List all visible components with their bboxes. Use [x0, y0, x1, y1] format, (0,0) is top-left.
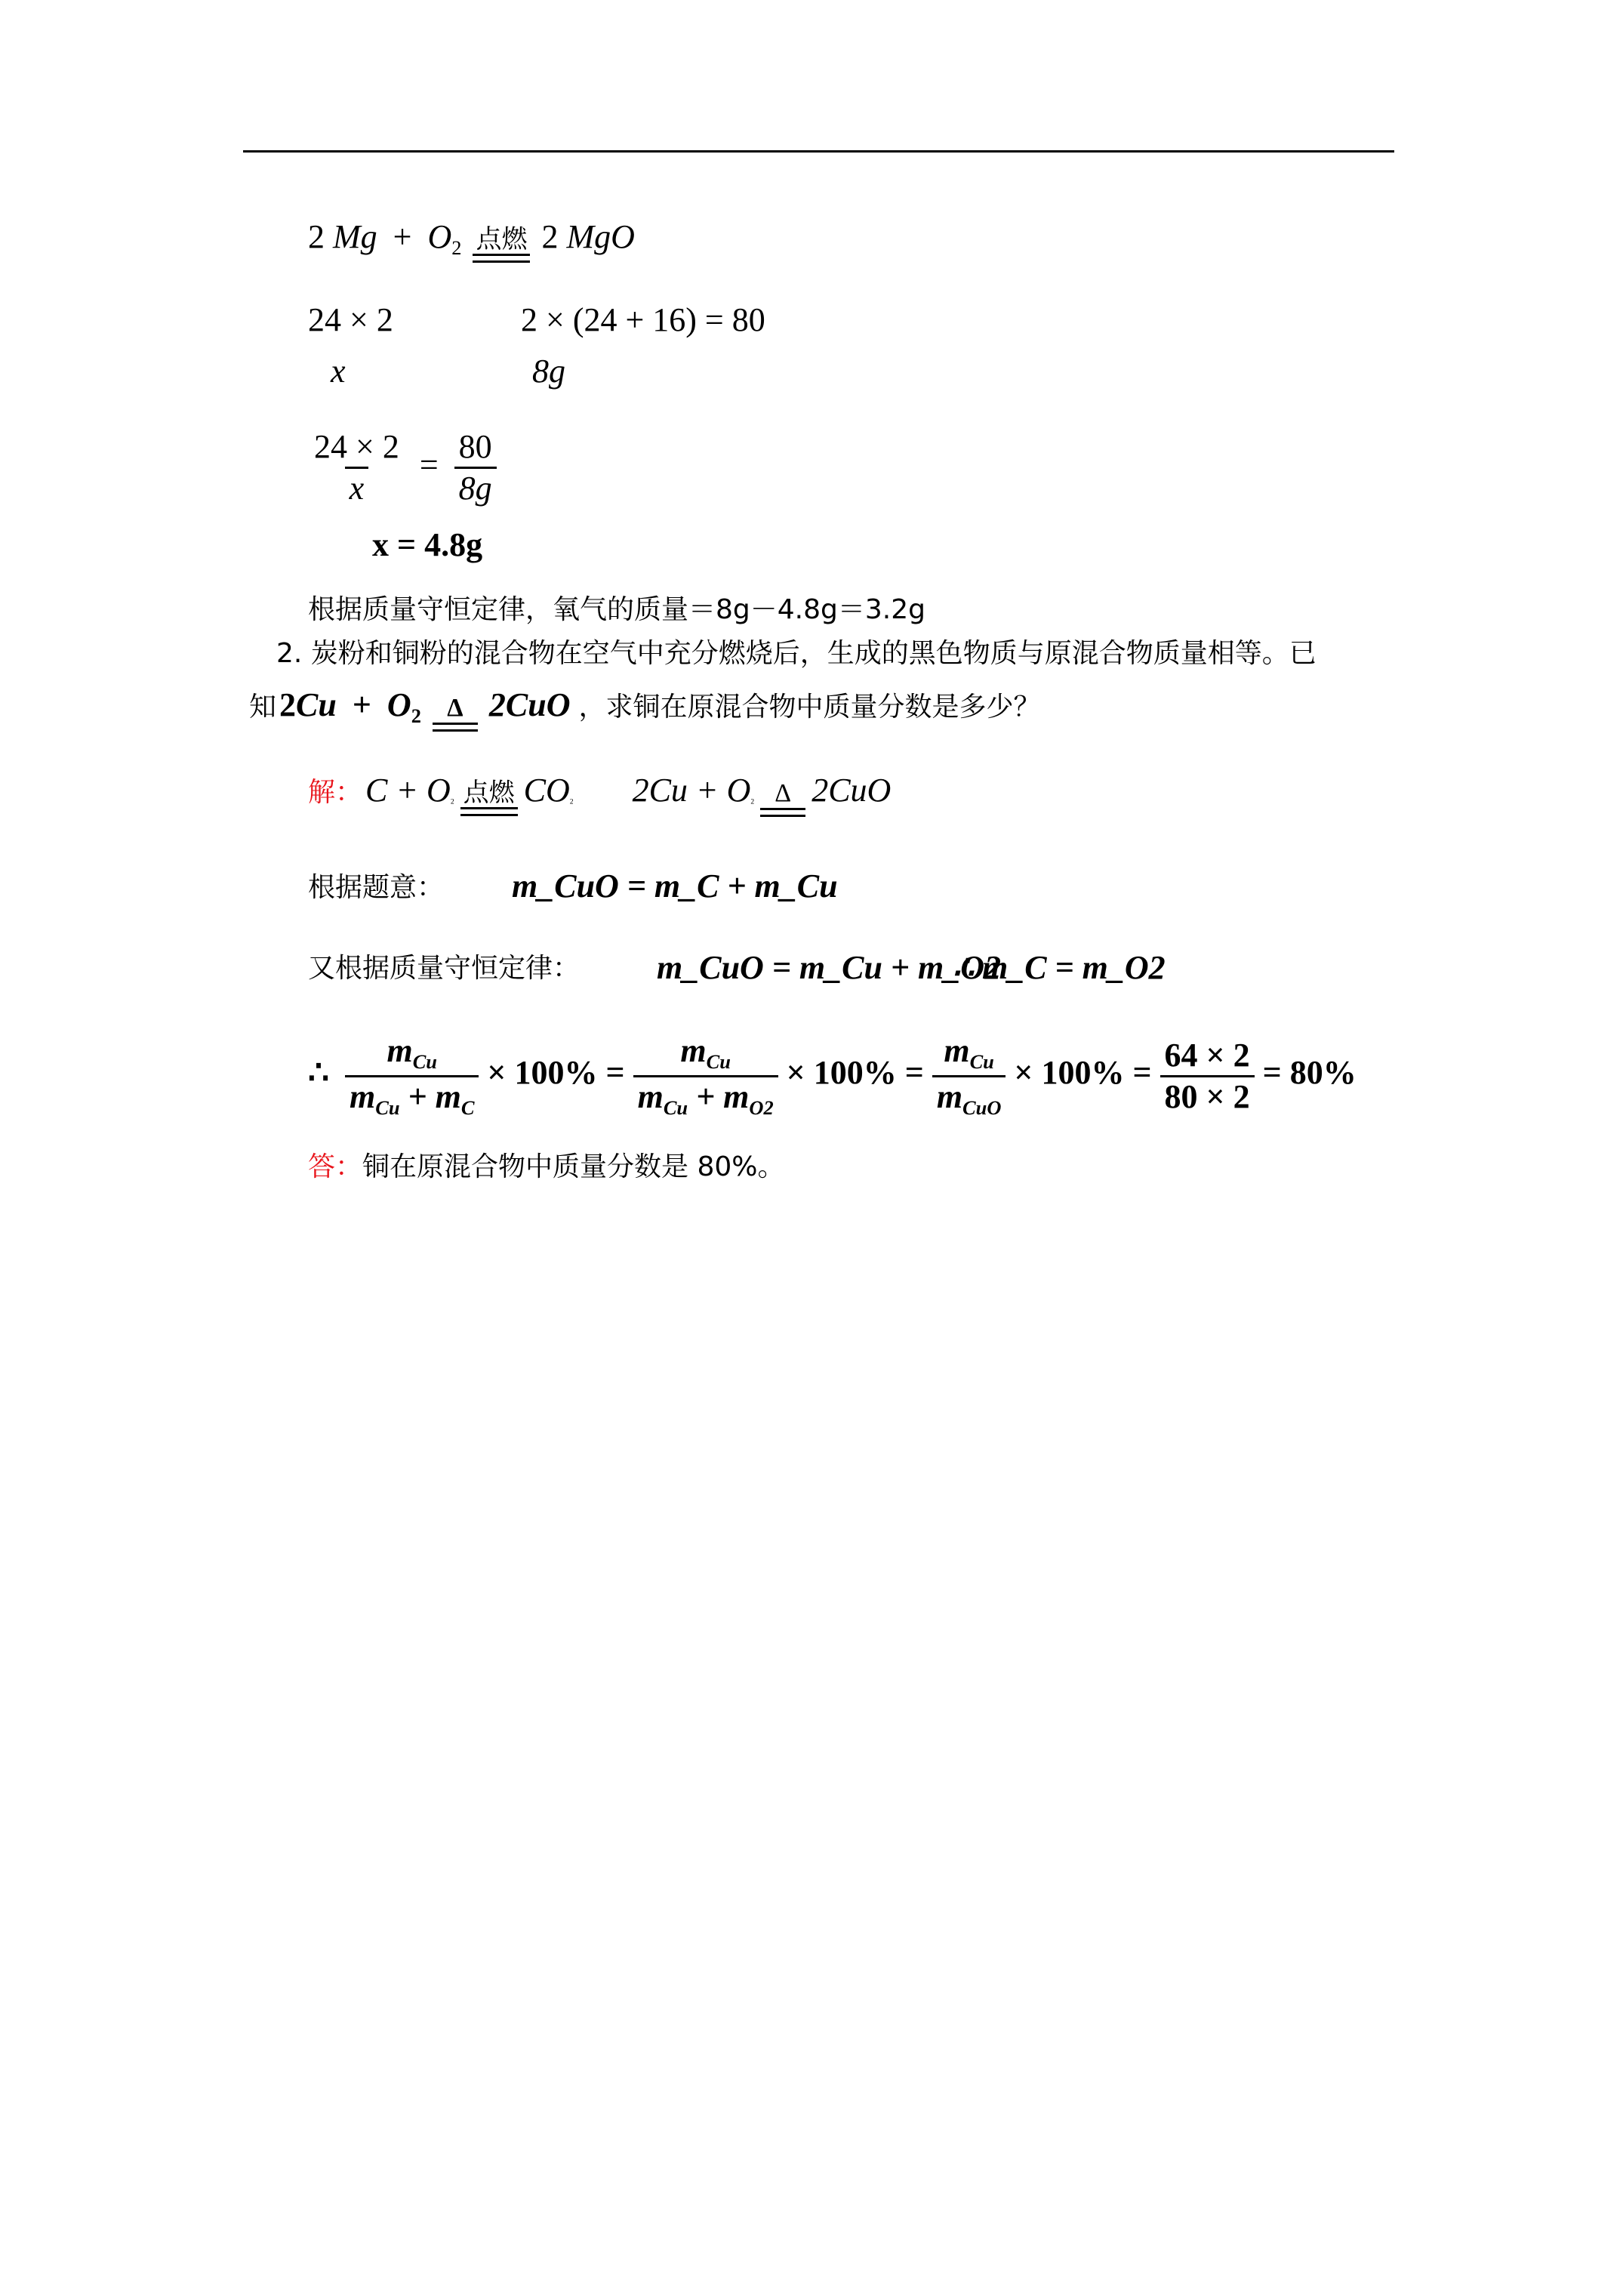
final-fraction-4 [1160, 1036, 1255, 1115]
problem2-eq-o: O [387, 686, 411, 723]
final-result: = 80% [1262, 1054, 1357, 1092]
solution-eq-a-sub: 2 [450, 797, 454, 806]
eq1-oxygen-sub: 2 [451, 236, 462, 260]
eq1-reactant: Mg [333, 218, 377, 255]
conservation-line: 根据质量守恒定律，氧气的质量＝8g－4.8g＝3.2g [308, 594, 925, 625]
final-calculation [308, 1034, 1357, 1117]
solution-eq-a-cond: 点燃 [463, 778, 515, 808]
final-therefore: ∴ [308, 1054, 329, 1092]
final-fraction-1: $\frac{m_{Cu}}{m_{Cu} + m_C}$ [345, 1034, 479, 1117]
problem2-eq [279, 686, 578, 728]
answer-label: 答： [308, 1151, 363, 1182]
final-fraction-2: $\frac{m_{Cu}}{m_{Cu} + m_{O2}}$ [633, 1034, 778, 1117]
mass-row-left: 24 × 2 [308, 301, 393, 338]
answer-line [308, 1151, 785, 1182]
ratio-equals: = [419, 445, 439, 483]
problem2-eq-prod: 2CuO [488, 686, 571, 723]
final-f4-den: 80 × 2 [1160, 1075, 1255, 1114]
problem2-eq-cond: Δ [447, 694, 463, 722]
meaning-label: 根据题意： [308, 872, 445, 903]
problem2-suffix: ，求铜在原混合物中质量分数是多少？ [578, 692, 1041, 723]
final-times-1: × 100% = [487, 1054, 625, 1092]
ratio-num-right: 80 [458, 428, 492, 465]
eq1-condition: 点燃 [476, 224, 528, 254]
law-expr1: m_CuO = m_Cu + m_O2 [657, 949, 1002, 986]
final-f4-num: 64 × 2 [1164, 1036, 1250, 1074]
answer-text: 铜在原混合物中质量分数是 80%。 [362, 1151, 785, 1182]
solution-eq-b-prod: 2CuO [812, 772, 892, 809]
solution-eq-b-arrow [760, 781, 805, 817]
final-times-3: × 100% = [1014, 1054, 1152, 1092]
problem2-line2 [249, 686, 1041, 732]
eq1-oxygen: O [427, 218, 452, 255]
var-row-right: 8g [532, 353, 565, 390]
problem2-eq-cu: Cu [296, 686, 337, 723]
problem2-eq-o-sub: 2 [411, 704, 421, 728]
mass-row-right: 2 × (24 + 16) = 80 [521, 301, 765, 338]
eq1-prod-coef: 2 [541, 218, 559, 255]
result-x: x = 4.8g [372, 526, 483, 563]
law-label: 又根据质量守恒定律： [308, 953, 581, 984]
problem2-eq-arrow [433, 695, 478, 732]
meaning-expr: m_CuO = m_C + m_Cu [512, 868, 838, 905]
solution-eq-a-left: C + O [365, 772, 451, 809]
header-rule [243, 150, 1394, 153]
problem2-eq-coef: 2 [279, 686, 297, 723]
eq1-condition-arrow [473, 224, 530, 263]
problem2-line1: 2. 炭粉和铜粉的混合物在空气中充分燃烧后，生成的黑色物质与原混合物质量相等。已 [276, 638, 1317, 669]
eq1-plus: + [393, 218, 412, 255]
solution-eq-a-prod-sub: 2 [569, 797, 574, 806]
solution-eq-b-left: 2Cu + O [632, 772, 751, 809]
solution-eq-a-arrow [460, 780, 518, 816]
law-expr2: ∴ m_C = m_O2 [953, 949, 1166, 986]
eq1-product: MgO [566, 218, 635, 255]
final-times-2: × 100% = [786, 1054, 924, 1092]
ratio-den-right: 8g [454, 467, 497, 505]
var-row-left: x [331, 353, 346, 390]
solution-eq-b-sub: 2 [750, 797, 755, 806]
ratio-fraction-left [310, 430, 404, 505]
solution-eq-a-prod: CO [523, 772, 570, 809]
final-fraction-3: $\frac{m_{Cu}}{m_{CuO}}$ [932, 1034, 1006, 1117]
solution-eq-b-cond: Δ [775, 779, 792, 807]
equation-mg-combustion [308, 220, 635, 263]
solution-label: 解： [308, 777, 363, 808]
ratio-num-left: 24 × 2 [314, 428, 399, 465]
ratio-den-left: x [345, 467, 369, 505]
ratio-fraction-right [454, 430, 497, 505]
problem2-prefix: 知 [249, 692, 277, 723]
ratio-equation [310, 430, 497, 505]
eq1-coef: 2 [308, 218, 325, 255]
problem2-eq-plus: + [352, 686, 371, 723]
solution-equations [308, 774, 891, 817]
